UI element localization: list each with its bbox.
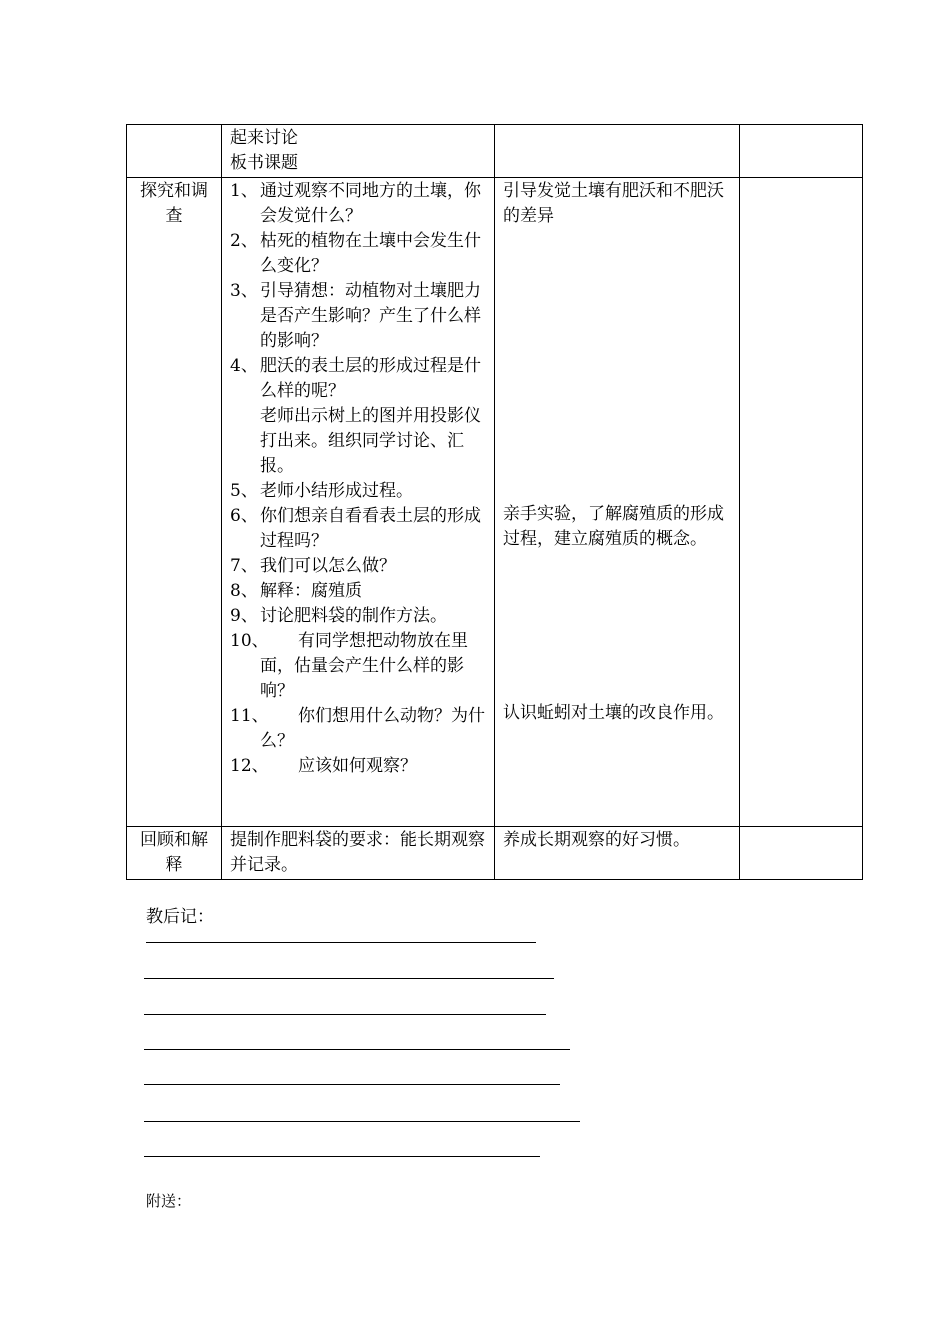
list-item [230,279,486,354]
step-text: 讨论肥料袋的制作方法。 [260,606,447,626]
step-list [230,179,486,779]
step-text: 你们想亲自看看表土层的形成过程吗？ [260,506,481,551]
activity-cell [222,125,495,178]
step-number: 3、 [230,281,258,301]
writing-line [144,1121,580,1122]
purpose-cell [495,178,740,827]
teaching-notes-label: 教后记： [146,907,214,927]
purpose-text: 亲手实验，了解腐殖质的形成过程，建立腐殖质的概念。 [503,504,724,549]
writing-line [144,1049,570,1050]
step-number: 1、 [230,181,258,201]
activity-cell [222,178,495,827]
step-text: 应该如何观察？ [298,756,417,776]
step-text: 肥沃的表土层的形成过程是什么样的呢？ [260,356,481,401]
list-item [230,604,486,629]
list-item [230,754,486,779]
step-text: 解释：腐殖质 [260,581,362,601]
activity-cell: 提制作肥料袋的要求：能长期观察并记录。 [222,827,495,880]
list-item [230,704,486,754]
step-text: 我们可以怎么做？ [260,556,396,576]
list-item [230,629,486,704]
step-text: 引导猜想：动植物对土壤肥力是否产生影响？产生了什么样的影响？ [260,281,481,351]
list-item [230,554,486,579]
step-text: 老师小结形成过程。 [260,481,413,501]
activity-line: 板书课题 [230,153,298,173]
step-text: 你们想用什么动物？为什么？ [260,706,485,751]
step-extra-text: 老师出示树上的图并用投影仪打出来。组织同学讨论、汇报。 [260,406,481,476]
step-number: 7、 [230,556,258,576]
stage-cell [127,827,222,880]
purpose-text: 引导发觉土壤有肥沃和不肥沃的差异 [503,181,724,226]
stage-cell [127,178,222,827]
list-item [230,229,486,279]
note-cell [740,827,863,880]
purpose-cell [495,125,740,178]
step-number: 5、 [230,481,258,501]
note-cell [740,125,863,178]
activity-line: 起来讨论 [230,128,298,148]
stage-label: 回顾和解释 [140,830,208,875]
writing-line [144,1084,560,1085]
list-item [230,479,486,504]
list-item [230,579,486,604]
writing-line [144,1014,546,1015]
step-number: 11、 [230,706,269,726]
writing-line [146,942,536,943]
step-number: 4、 [230,356,258,376]
table-row [127,827,863,880]
writing-line [144,1156,540,1157]
step-text: 枯死的植物在土壤中会发生什么变化？ [260,231,481,276]
list-item [230,179,486,229]
purpose-cell: 养成长期观察的好习惯。 [495,827,740,880]
step-number: 10、 [230,631,269,651]
lesson-plan-table [126,124,863,880]
stage-cell [127,125,222,178]
note-cell [740,178,863,827]
step-number: 12、 [230,756,269,776]
step-text: 通过观察不同地方的土壤，你会发觉什么？ [260,181,481,226]
step-number: 8、 [230,581,258,601]
table-row [127,178,863,827]
list-item [230,504,486,554]
stage-label: 探究和调查 [140,181,208,226]
appendix-label: 附送： [146,1192,192,1210]
step-number: 2、 [230,231,258,251]
table-row [127,125,863,178]
step-number: 9、 [230,606,258,626]
step-text: 有同学想把动物放在里面，估量会产生什么样的影响？ [260,631,468,701]
purpose-text: 认识蚯蚓对土壤的改良作用。 [503,703,724,723]
step-number: 6、 [230,506,258,526]
list-item [230,354,486,479]
writing-line [144,978,554,979]
